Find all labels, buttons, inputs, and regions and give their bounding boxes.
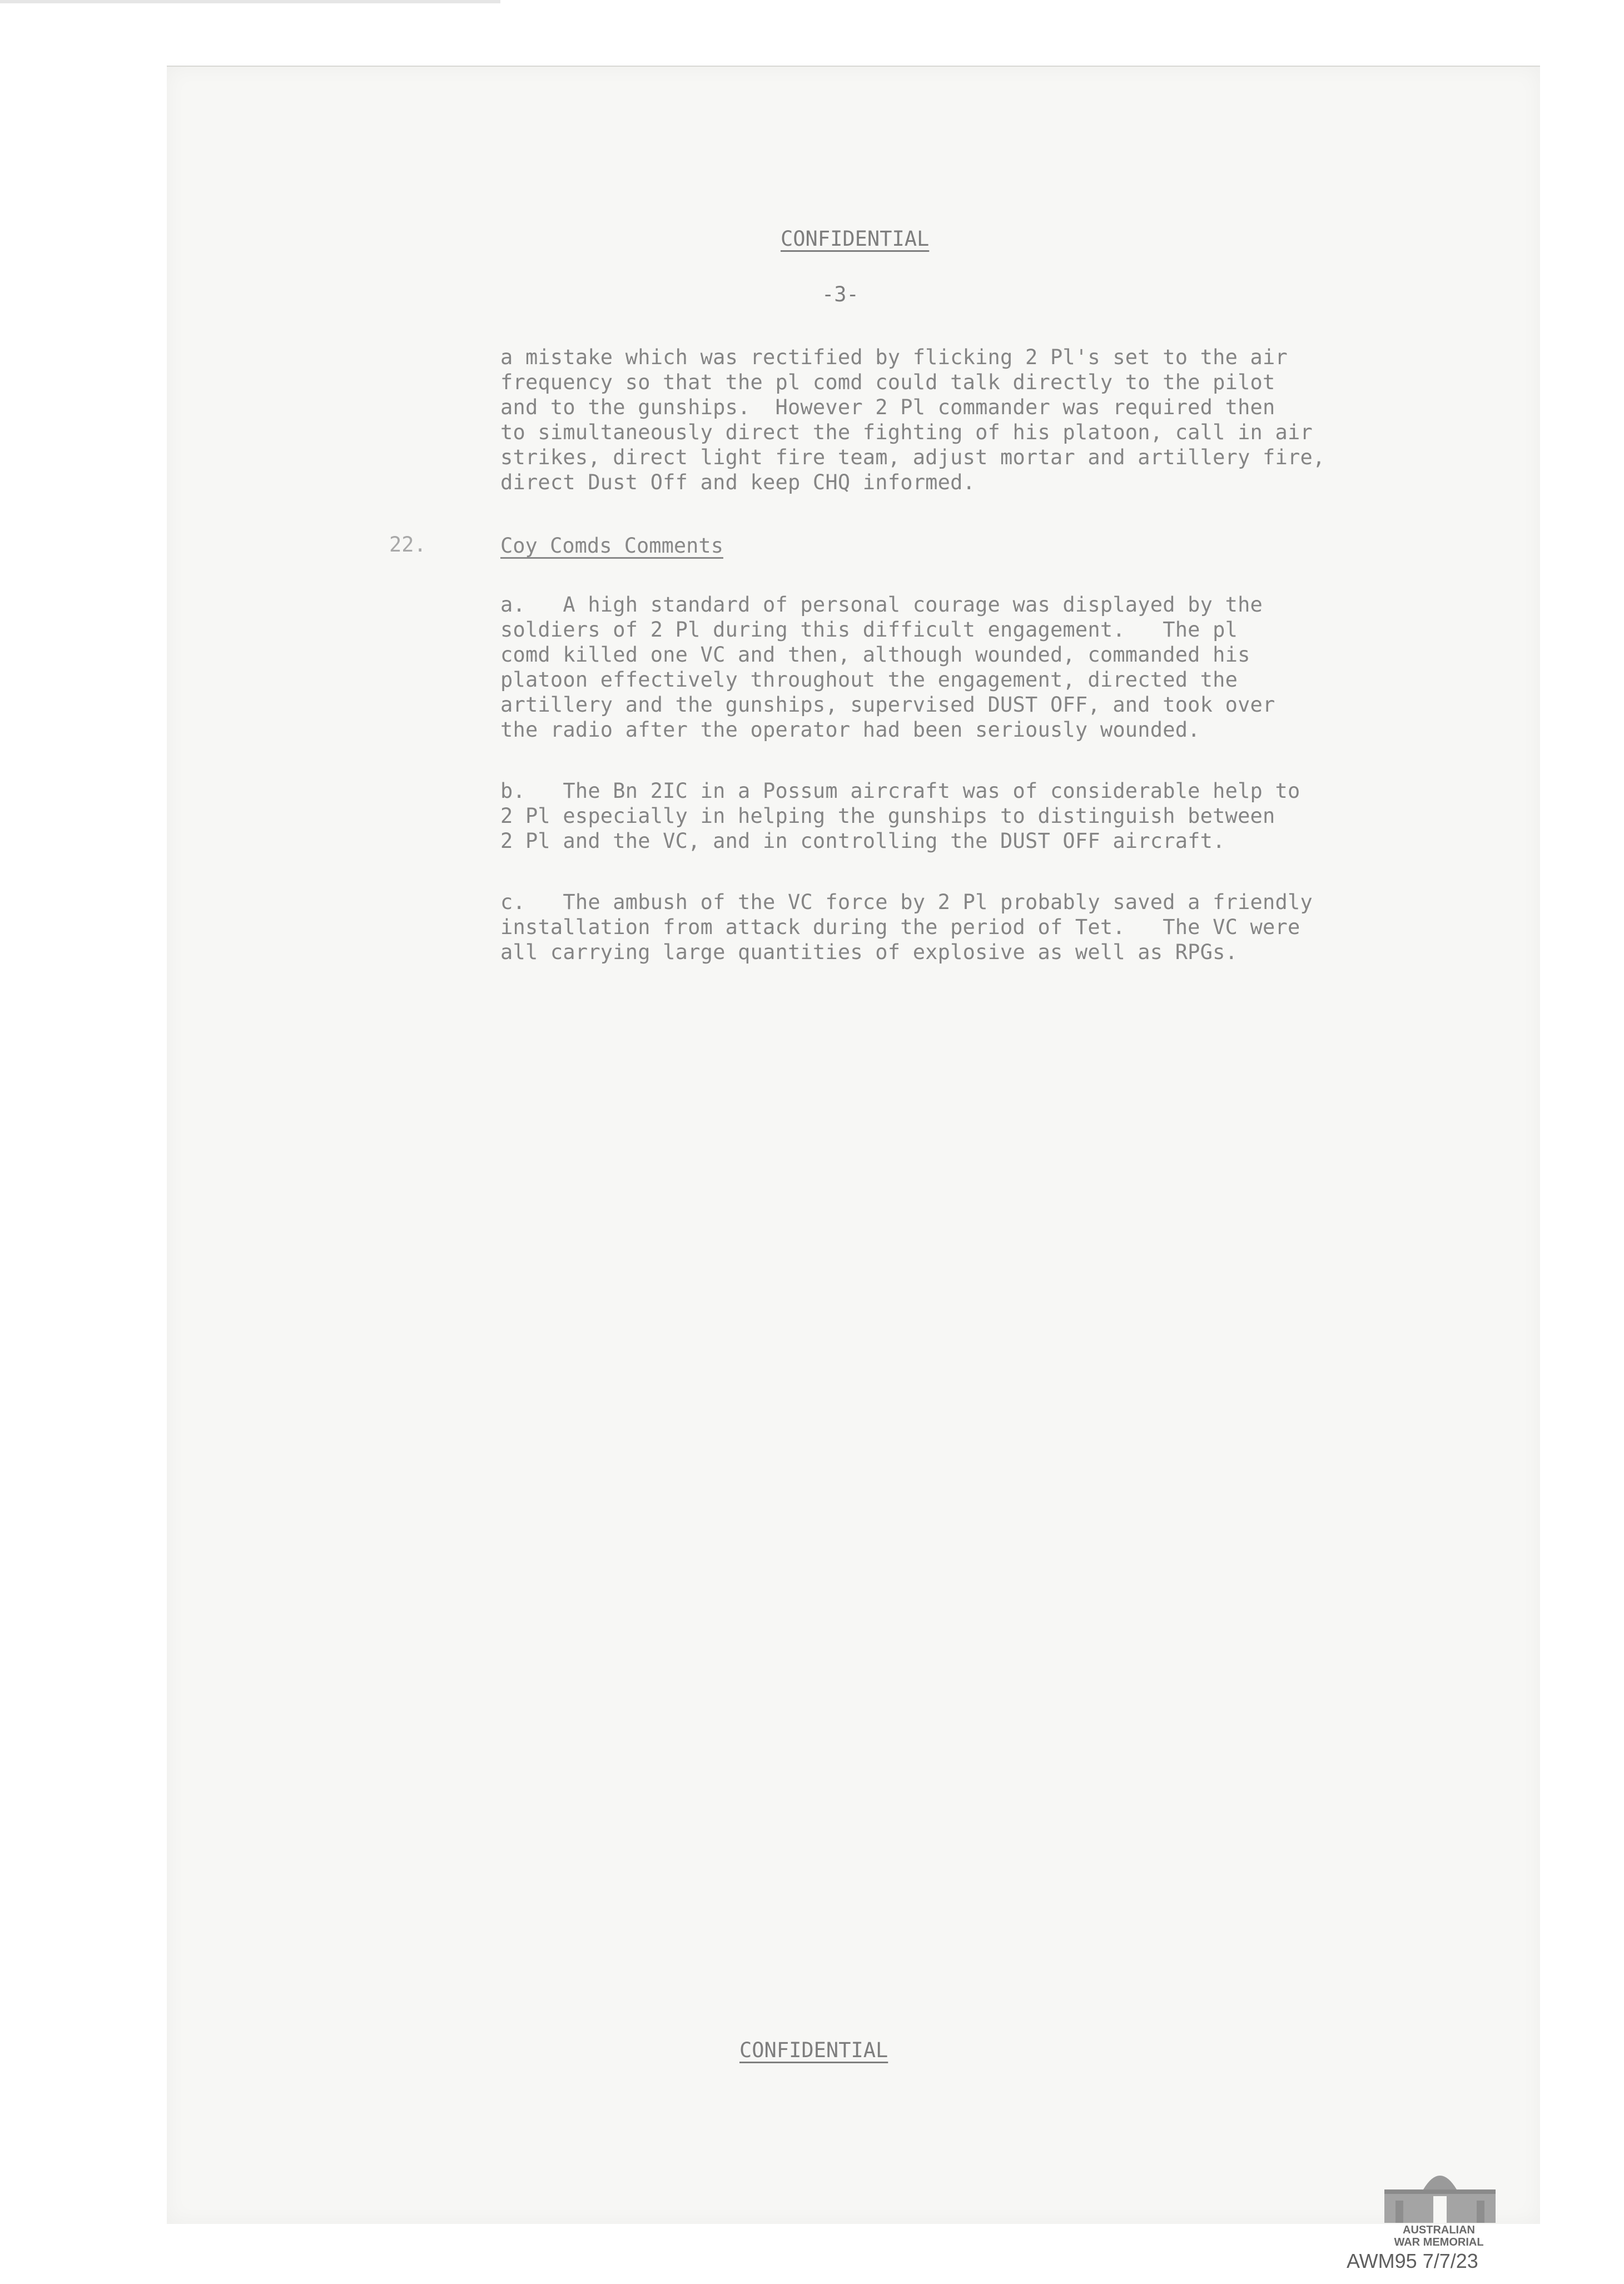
text-line: to simultaneously direct the fighting of his platoon, call in air [500,420,1313,444]
header-classification: CONFIDENTIAL [781,227,930,251]
archive-name-line: WAR MEMORIAL [1394,2236,1484,2248]
paragraph-number: 22. [389,533,426,557]
awm-logo-icon [1373,2156,1507,2228]
text-line: all carrying large quantities of explosive as well as RPGs. [500,940,1238,964]
text-line: a mistake which was rectified by flicking 2 Pl's set to the air [500,345,1288,369]
text-line: 2 Pl especially in helping the gunships to distinguish between [500,804,1275,828]
text-line: direct Dust Off and keep CHQ informed. [500,470,976,494]
text-line: b. The Bn 2IC in a Possum aircraft was of considerable help to [500,779,1300,803]
section-heading: Coy Comds Comments [500,534,723,558]
page-number: -3- [822,282,859,306]
text-line: the radio after the operator had been seriously wounded. [500,718,1200,742]
archive-name [1363,2224,1514,2248]
text-line: artillery and the gunships, supervised DUST OFF, and took over [500,693,1275,717]
text-line: soldiers of 2 Pl during this difficult engagement. The pl [500,618,1238,642]
text-line: comd killed one VC and then, although wounded, commanded his [500,643,1250,667]
text-line: strikes, direct light fire team, adjust mortar and artillery fire, [500,445,1325,469]
text-line: a. A high standard of personal courage was displayed by the [500,593,1263,617]
scan-edge [0,0,500,3]
text-line: frequency so that the pl comd could talk directly to the pilot [500,370,1275,394]
text-line: 2 Pl and the VC, and in controlling the DUST OFF aircraft. [500,829,1225,853]
archive-name-line: AUSTRALIAN [1403,2224,1475,2236]
archive-reference: AWM95 7/7/23 [1347,2250,1478,2272]
footer-classification: CONFIDENTIAL [739,2038,888,2062]
text-line: installation from attack during the period of Tet. The VC were [500,915,1300,939]
text-line: c. The ambush of the VC force by 2 Pl probably saved a friendly [500,890,1313,914]
text-line: platoon effectively throughout the engagement, directed the [500,668,1238,692]
text-line: and to the gunships. However 2 Pl commander was required then [500,395,1275,419]
